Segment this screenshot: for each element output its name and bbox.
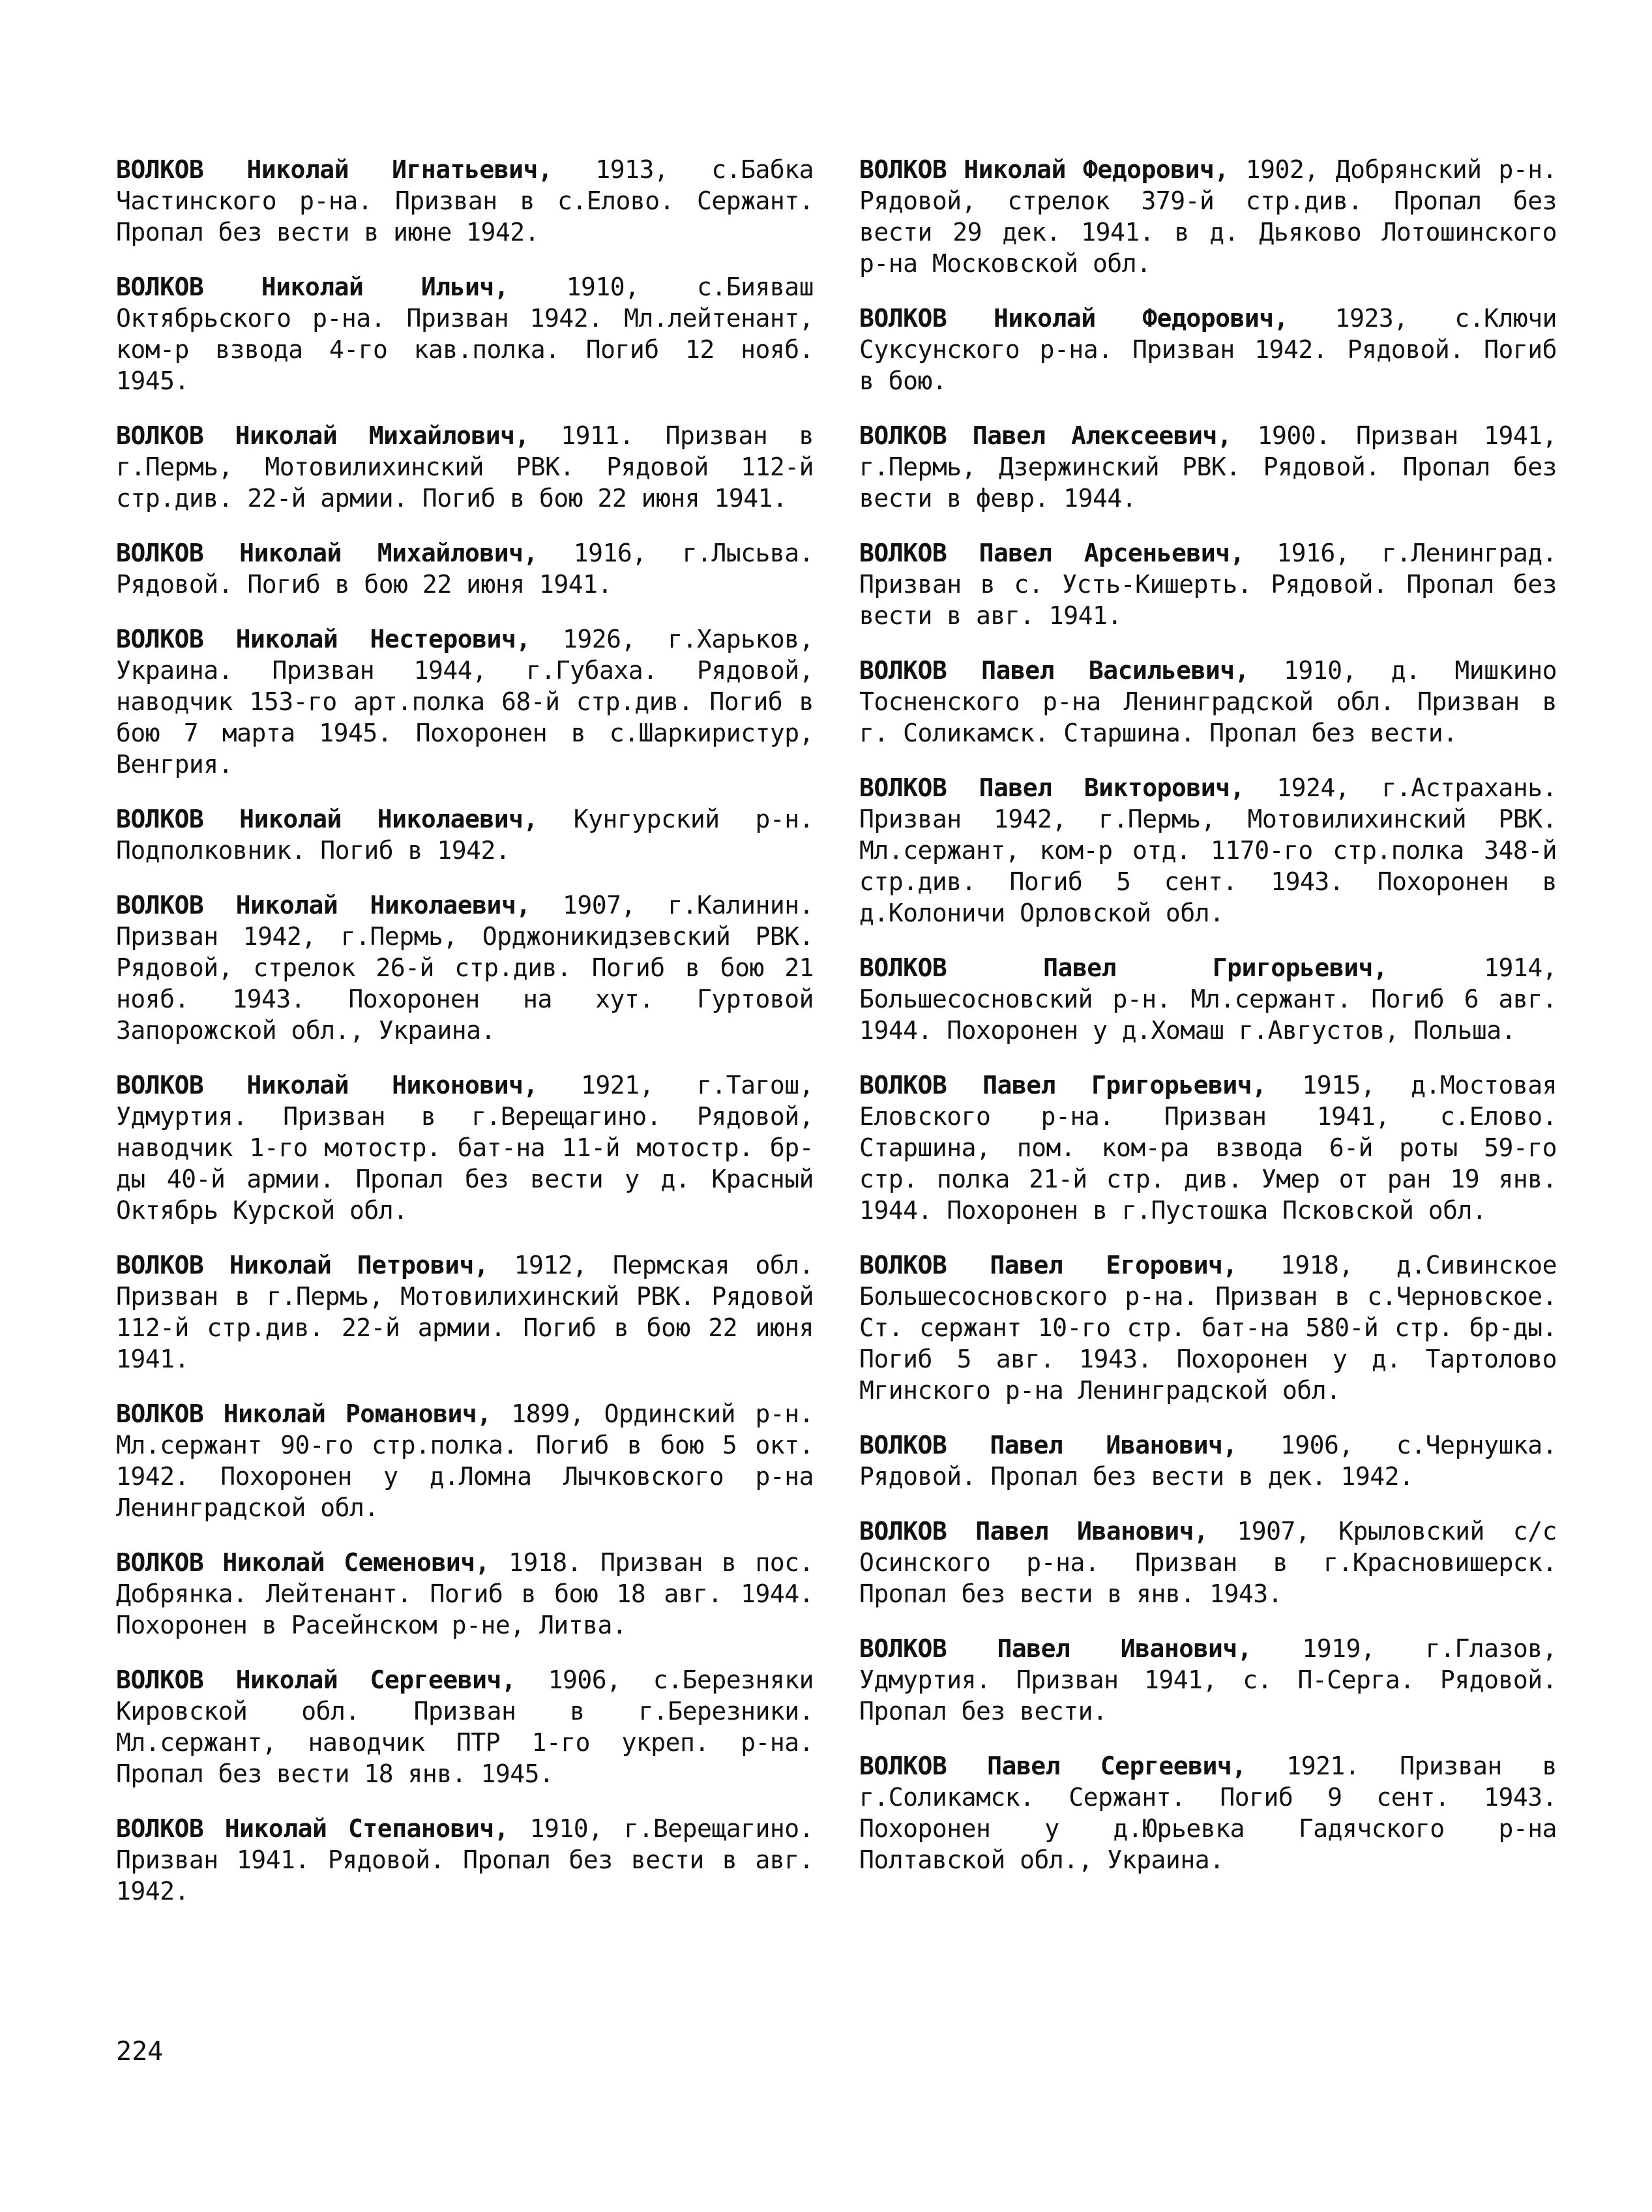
entry [859,772,1557,929]
entry [116,803,814,866]
entry [116,1398,814,1523]
entry-name: ВОЛКОВ Павел Васильевич, [859,656,1250,685]
entry-text: 1906, с.Чернушка. Рядовой. Пропал без вести в дек. 1942. [859,1431,1557,1491]
right-column [859,154,1557,1899]
entry-name: ВОЛКОВ Николай Ильич, [116,273,509,301]
entry-text: 1919, г.Глазов, Удмуртия. Призван 1941, с. П-Серга. Рядовой. Пропал без вести. [859,1634,1557,1726]
entry-text: 1907, Крыловский с/с Осинского р-на. Призван в г.Красновишерск. Пропал без вести в янв. 1943. [859,1517,1557,1608]
entry-name: ВОЛКОВ Николай Нестерович, [116,625,531,653]
entry [116,420,814,514]
entry-text: 1910, д. Мишкино Тосненского р-на Ленинградской обл. Призван в г. Соликамск. Старшина. Пропал без вести. [859,656,1557,747]
entry [859,1429,1557,1492]
entry [116,154,814,248]
entry [859,1633,1557,1727]
entry [859,1069,1557,1226]
entry-name: ВОЛКОВ Николай Николаевич, [116,891,531,919]
entry-text: 1914, Большесосновский р-н. Мл.сержант. Погиб 6 авг. 1944. Похоронен у д.Хомаш г.Августов, Польша. [859,953,1557,1045]
entry [116,889,814,1046]
entry-text: 1902, Добрянский р-н. Рядовой, стрелок 379-й стр.див. Пропал без вести 29 дек. 1941. в д. Дьяково Лотошинского р-на Московской обл. [859,155,1557,278]
entry-name: ВОЛКОВ Николай Николаевич, [116,805,538,833]
entry-name: ВОЛКОВ Николай Игнатьевич, [116,155,553,184]
entry [859,655,1557,749]
entry-text: Кунгурский р-н. Подполковник. Погиб в 1942. [116,805,814,865]
entry-text: 1899, Ординский р-н. Мл.сержант 90-го стр.полка. Погиб в бою 5 окт. 1942. Похоронен у д.Ломна Лычковского р-на Ленинградской обл. [116,1399,814,1522]
entry [859,952,1557,1046]
entry-text: 1910, с.Бияваш Октябрьского р-на. Призван 1942. Мл.лейтенант, ком-р взвода 4-го кав.полка. Погиб 12 нояб. 1945. [116,273,814,395]
page-number: 224 [116,2037,164,2067]
entry [116,537,814,600]
entry-name: ВОЛКОВ Николай Петрович, [116,1251,489,1279]
entry-name: ВОЛКОВ Павел Иванович, [859,1431,1237,1459]
entry-name: ВОЛКОВ Николай Федорович, [859,155,1229,184]
entry-text: 1923, с.Ключи Суксунского р-на. Призван 1942. Рядовой. Погиб в бою. [859,304,1557,395]
entry-name: ВОЛКОВ Павел Арсеньевич, [859,539,1245,567]
entry-name: ВОЛКОВ Павел Сергеевич, [859,1752,1246,1780]
entry [116,271,814,396]
entry-name: ВОЛКОВ Павел Алексеевич, [859,421,1232,450]
entry-text: 1912, Пермская обл. Призван в г.Пермь, Мотовилихинский РВК. Рядовой 112-й стр.див. 22-й армии. Погиб в бою 22 июня 1941. [116,1251,814,1373]
entry-name: ВОЛКОВ Николай Михайлович, [116,421,529,450]
entry-name: ВОЛКОВ Павел Викторович, [859,773,1245,802]
entry-text: 1916, г.Лысьва. Рядовой. Погиб в бою 22 июня 1941. [116,539,814,599]
entry [859,1516,1557,1609]
entry-text: 1921, г.Тагош, Удмуртия. Призван в г.Верещагино. Рядовой, наводчик 1-го мотостр. бат-на 11-й мотостр. бр-ды 40-й армии. Пропал без вести у д. Красный Октябрь Курской обл. [116,1071,814,1225]
entry-name: ВОЛКОВ Николай Романович, [116,1399,492,1428]
entry-name: ВОЛКОВ Павел Григорьевич, [859,953,1388,982]
entry [116,1664,814,1789]
entry-text: 1918, д.Сивинское Большесосновского р-на. Призван в с.Черновское. Ст. сержант 10-го стр. бат-на 580-й стр. бр-ды. Погиб 5 авг. 1943. Похоронен у д. Тартолово Мгинского р-на Ленинградской обл. [859,1251,1557,1405]
entry-name: ВОЛКОВ Николай Сергеевич, [116,1666,516,1694]
entry-text: 1907, г.Калинин. Призван 1942, г.Пермь, Орджоникидзевский РВК. Рядовой, стрелок 26-й стр.див. Погиб в бою 21 нояб. 1943. Похоронен на хут. Гуртовой Запорожской обл., Украина. [116,891,814,1045]
entry [116,1547,814,1641]
entry-text: 1921. Призван в г.Соликамск. Сержант. Погиб 9 сент. 1943. Похоронен у д.Юрьевка Гадячского р-на Полтавской обл., Украина. [859,1752,1557,1874]
entry [859,303,1557,396]
entry-name: ВОЛКОВ Николай Степанович, [116,1814,509,1843]
entry [859,154,1557,279]
entry-text: 1918. Призван в пос. Добрянка. Лейтенант. Погиб в бою 18 авг. 1944. Похоронен в Расейнском р-не, Литва. [116,1548,814,1639]
entry-text: 1906, с.Березняки Кировской обл. Призван в г.Березники. Мл.сержант, наводчик ПТР 1-го укреп. р-на. Пропал без вести 18 янв. 1945. [116,1666,814,1788]
entry-text: 1910, г.Верещагино. Призван 1941. Рядовой. Пропал без вести в авг. 1942. [116,1814,814,1906]
entry [859,1750,1557,1876]
entry-text: 1915, д.Мостовая Еловского р-на. Призван 1941, с.Елово. Старшина, пом. ком-ра взвода 6-й роты 59-го стр. полка 21-й стр. див. Умер от ран 19 янв. 1944. Похоронен в г.Пустошка Псковской обл. [859,1071,1557,1225]
entry-name: ВОЛКОВ Павел Иванович, [859,1634,1252,1663]
entry-text: 1911. Призван в г.Пермь, Мотовилихинский РВК. Рядовой 112-й стр.див. 22-й армии. Погиб в бою 22 июня 1941. [116,421,814,513]
entry-name: ВОЛКОВ Павел Егорович, [859,1251,1237,1279]
entry-text: 1913, с.Бабка Частинского р-на. Призван в с.Елово. Сержант. Пропал без вести в июне 1942. [116,155,814,247]
entry [859,420,1557,514]
entry-text: 1926, г.Харьков, Украина. Призван 1944, г.Губаха. Рядовой, наводчик 153-го арт.полка 68-й стр.див. Погиб в бою 7 марта 1945. Похоронен в с.Шаркиристур, Венгрия. [116,625,814,779]
entry-name: ВОЛКОВ Николай Федорович, [859,304,1289,333]
entry [859,537,1557,631]
entry-name: ВОЛКОВ Николай Семенович, [116,1548,490,1577]
entry [116,1813,814,1907]
entry-text: 1916, г.Ленинград. Призван в с. Усть-Кишерть. Рядовой. Пропал без вести в авг. 1941. [859,539,1557,630]
entry [116,1069,814,1226]
entry [116,623,814,780]
entry-text: 1924, г.Астрахань. Призван 1942, г.Пермь, Мотовилихинский РВК. Мл.сержант, ком-р отд. 1170-го стр.полка 348-й стр.див. Погиб 5 сент. 1943. Похоронен в д.Колоничи Орловской обл. [859,773,1557,927]
entry-name: ВОЛКОВ Павел Григорьевич, [859,1071,1267,1099]
entry-name: ВОЛКОВ Николай Михайлович, [116,539,538,567]
entry [859,1249,1557,1406]
entry-text: 1900. Призван 1941, г.Пермь, Дзержинский РВК. Рядовой. Пропал без вести в февр. 1944. [859,421,1557,513]
left-column [116,154,814,1930]
entry [116,1249,814,1375]
entry-name: ВОЛКОВ Николай Никонович, [116,1071,538,1099]
entry-name: ВОЛКОВ Павел Иванович, [859,1517,1209,1546]
